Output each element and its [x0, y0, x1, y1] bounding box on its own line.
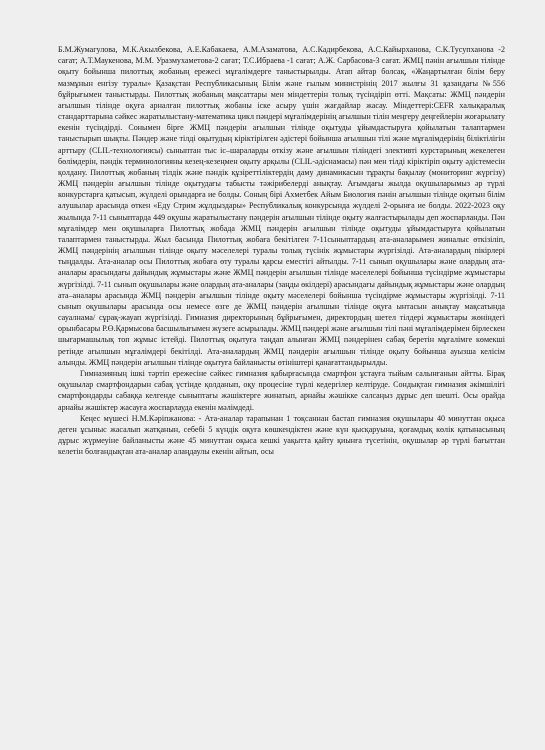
- body-paragraph-smartphone-rule: Гимназияның ішкі тәртіп ережесіне сәйкес гимназия қабырғасында смартфон ұстауға тыйым салынғанын айтты. Бірақ оқушылар смартфондарын сабақ үстінде қолданып, оқу процесіне түрлі кедергілер келтіруде. Сондықтан гимназия әкімшілігі смартфондарды сабаққа келгенде сыныптағы жәшіктерге жинатып, арнайы жәшікке салсаңыз дұрыс деп шешті. Осы орайда арнайы жәшіктер жасауға жоспарлауда екенін мәлімдеді.: [58, 368, 505, 412]
- body-paragraph-council-member: Кеңес мүшесі Н.М.Кәріпжанова: - Ата-аналар тарапынан 1 тоқсаннан бастап гимназия оқушылары 40 минуттан оқыса деген ұсыныс жасалып жатқанын, себебі 5 күндік оқуға көшкендіктен және күн қысқаруына, қоғамдық көлік қатынасының дұрыс жүрмеуіне байланысты және 45 минуттан оқыса кешкі уақытта қайту қиынға түсетінін, оқушылар әр түрлі бағыттан келетін болғандықтан ата-аналар алаңдаулы екенін айтып, осы: [58, 413, 505, 457]
- body-paragraph-pilot-project: Б.М.Жумагулова, М.К.Акылбекова, А.Е.Кабакаева, А.М.Азаматова, А.С.Кадирбекова, А.С.Кайырханова, С.К.Тусупханова -2 сағат; А.Т.Маукенова, М.М. Уразмухаметова-2 сағат; Т.С.Ибраева -1 сағат; А.Ж. Сарбасова-3 сағат. ЖМЦ пәнін ағылшын тілінде оқыту бойынша пилоттық жобаның ережесі мұғалімдерге таныстырылды. Атап айтар болсақ, «Жаңартылған білім беру мазмұнын енгізу туралы» Қазақстан Республикасының Білім және ғылым министрінің 2017 жылғы 31 қазандағы №556 бұйрығымен таныстырды. Пилоттық жобаның мақсаттары мен міндеттерін толық түсіндіріп өтті. Мақсаты: ЖМЦ пәндерін ағылшын тілінде оқуға арналған пилоттық жобаны іске асыру үшін жағдайлар жасау. Міндеттері:CEFR халықаралық стандарттарына сәйкес жаратылыстану-математика цикл пәндері мұғалімдерінің ағылшын тілін меңгеру деңгейлерін жоғарылату екенін түсіндірді. Сонымен бірге ЖМЦ пәндерін ағылшын тілінде оқытуды ұйымдастыруға қойылатын талаптармен таныстырып шықты. Пәндер және тілді оқытудың кіріктірілген әдістері бойынша ағылшын тілі және мұғалімдерінің біліктілігін арттыру (CLIL-технологиясы) сыныптан тыс іс–шараларды өткізу және ағылшын тіліндегі элективті курстарының жекелеген бөлімдерін, пәндік терминологияны кезең-кезеңмен оқыту арқылы (CLIL-әдіснамасы) пән мен тілді кіріктіріп оқыту әдістемесін қолдану. Пилоттық жобаның тілдік және пәндік құзіреттіліктердің даму динамикасын тұрақты бақылау (мониторинг жүргізу) ЖМЦ пәндерін ағылшын тілінде оқытудағы табысты тәжірибелерді анықтау. Ағымдағы жылда оқушыларымыз әр түрлі конкурстарға қатысып, жүлделі орындарға ие болды. Соның бірі Ахметбек Айым Биология пәнін ағылшын тілінде оқитын білім алушылар арасында өткен «Еду Стрим жұлдыздары» Республикалық конкурсында жүлделі 2-орынға ие болды. 2022-2023 оқу жылында 7-11 сыныптарда 449 оқушы жаратылыстану пәндерін ағылшын тілінде оқыту жалғастырылады деп жоспарланды. Пән мұғалімдер мен оқушыларға Пилоттық жобада ЖМЦ пәндерін ағылшын тілінде оқытуды ұйымдастыруға қойылатын талаптармен таныстырды. Жыл басында Пилоттық жобаға бекітілген 7-11сыныптардың ата-аналарымен жиналыс өткізіліп, ЖМЦ пәндерінің ағылшын тілінде оқыту мәселелері туралы толық түсінік жұмыстары жүргізілді. Ата-аналардың пікірлері тыңдалды. Ата-аналар осы Пилоттық жобаға өту туралы қарсы еместігі айтылды. 7-11 сынып оқушылары және олардың ата-аналары арасындағы дайындық жұмыстары және ЖМЦ пәндерін ағылшын тілінде мәселелері бойынша түсіндірме жұмыстары жүргізілді. 7-11 сынып оқушылары және олардың ата-аналары (заңды өкілдері) арасындағы дайындық жұмыстары және олардың ата–аналары арасында ЖМЦ пәндерін ағылшын тілінде оқыту мәселелері бойынша түсіндірме жұмыстары жүргізілді. 7-11 сынып оқушылары арасында осы немесе өзге де ЖМЦ пәндерін ағылшын тілінде оқуға ынтасын анықтау мақсатында сауалнама/ сұрақ-жауап жүргізілді. Гимназия директорының бұйрығымен, директордың шетел тілдері жұмыстары жөніндегі орынбасары Р.Ө.Қармысова басшылығымен жүзеге асырылады. ЖМЦ пәндері және ағылшын тілі пәні мұғалімдерімен бірлескен шығармашылық топ жұмыс істейді. Пилоттық оқытуға таңдап алынған ЖМЦ пәндерінен сабақ беретін мұғалімге көмекші ретінде ағылшын мұғалімдері бекітілді. Ата-аналардың ЖМЦ пәндерін ағылшын тілінде оқыту бойынша ауызша келісім алынды. ЖМЦ пәндерін ағылшын тілінде оқытуға байланысты өтініштері қанағаттандырылды.: [58, 45, 505, 367]
